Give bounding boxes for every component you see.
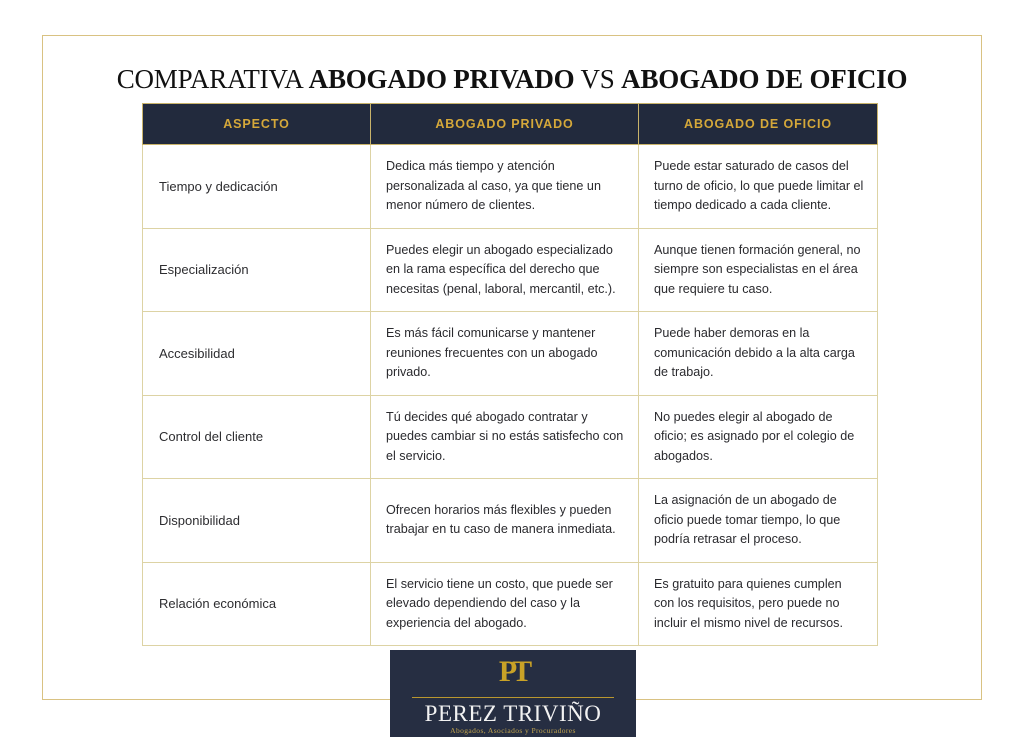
cell-abogado-privado: Dedica más tiempo y atención personalizada al caso, ya que tiene un menor número de clientes. [371, 145, 639, 229]
cell-abogado-de-oficio: La asignación de un abogado de oficio puede tomar tiempo, lo que podría retrasar el proceso. [639, 479, 878, 563]
cell-abogado-de-oficio: Aunque tienen formación general, no siempre son especialistas en el área que requiere tu caso. [639, 228, 878, 312]
table-row [143, 479, 878, 563]
page-title [42, 63, 982, 96]
table-header-row [143, 104, 878, 145]
cell-aspect: Accesibilidad [143, 312, 371, 396]
page-title-part-vs: VS [574, 64, 622, 94]
table-row [143, 145, 878, 229]
cell-abogado-privado: Puedes elegir un abogado especializado en la rama específica del derecho que necesitas (penal, laboral, mercantil, etc.). [371, 228, 639, 312]
cell-aspect: Tiempo y dedicación [143, 145, 371, 229]
cell-abogado-de-oficio: Es gratuito para quienes cumplen con los requisitos, pero puede no incluir el mismo nivel de recursos. [639, 562, 878, 646]
table-row [143, 312, 878, 396]
cell-aspect: Relación económica [143, 562, 371, 646]
brand-logo [390, 650, 636, 737]
cell-abogado-privado: Ofrecen horarios más flexibles y pueden trabajar en tu caso de manera inmediata. [371, 479, 639, 563]
table-row [143, 395, 878, 479]
page-title-part-abogado-de-oficio: ABOGADO DE OFICIO [621, 64, 908, 94]
column-header-abogado-privado: ABOGADO PRIVADO [371, 104, 639, 145]
table-body [143, 145, 878, 646]
cell-abogado-de-oficio: Puede estar saturado de casos del turno de oficio, lo que puede limitar el tiempo dedicado a cada cliente. [639, 145, 878, 229]
table-header [143, 104, 878, 145]
column-header-abogado-de-oficio: ABOGADO DE OFICIO [639, 104, 878, 145]
column-header-aspecto: ASPECTO [143, 104, 371, 145]
brand-divider-rule [412, 697, 614, 698]
cell-abogado-de-oficio: Puede haber demoras en la comunicación debido a la alta carga de trabajo. [639, 312, 878, 396]
cell-aspect: Control del cliente [143, 395, 371, 479]
cell-abogado-privado: El servicio tiene un costo, que puede ser elevado dependiendo del caso y la experiencia del abogado. [371, 562, 639, 646]
cell-abogado-privado: Tú decides qué abogado contratar y puedes cambiar si no estás satisfecho con el servicio. [371, 395, 639, 479]
table-row [143, 228, 878, 312]
brand-name: PEREZ TRIVIÑO [424, 701, 602, 726]
cell-abogado-privado: Es más fácil comunicarse y mantener reuniones frecuentes con un abogado privado. [371, 312, 639, 396]
cell-abogado-de-oficio: No puedes elegir al abogado de oficio; es asignado por el colegio de abogados. [639, 395, 878, 479]
brand-tagline: Abogados, Asociados y Procuradores [450, 726, 576, 735]
brand-monogram-pt-icon: PT [498, 655, 528, 688]
cell-aspect: Especialización [143, 228, 371, 312]
page-title-part-abogado-privado: ABOGADO PRIVADO [308, 64, 575, 94]
table-row [143, 562, 878, 646]
comparison-table [142, 103, 878, 646]
cell-aspect: Disponibilidad [143, 479, 371, 563]
page-title-part-comparativa: COMPARATIVA [116, 64, 309, 94]
